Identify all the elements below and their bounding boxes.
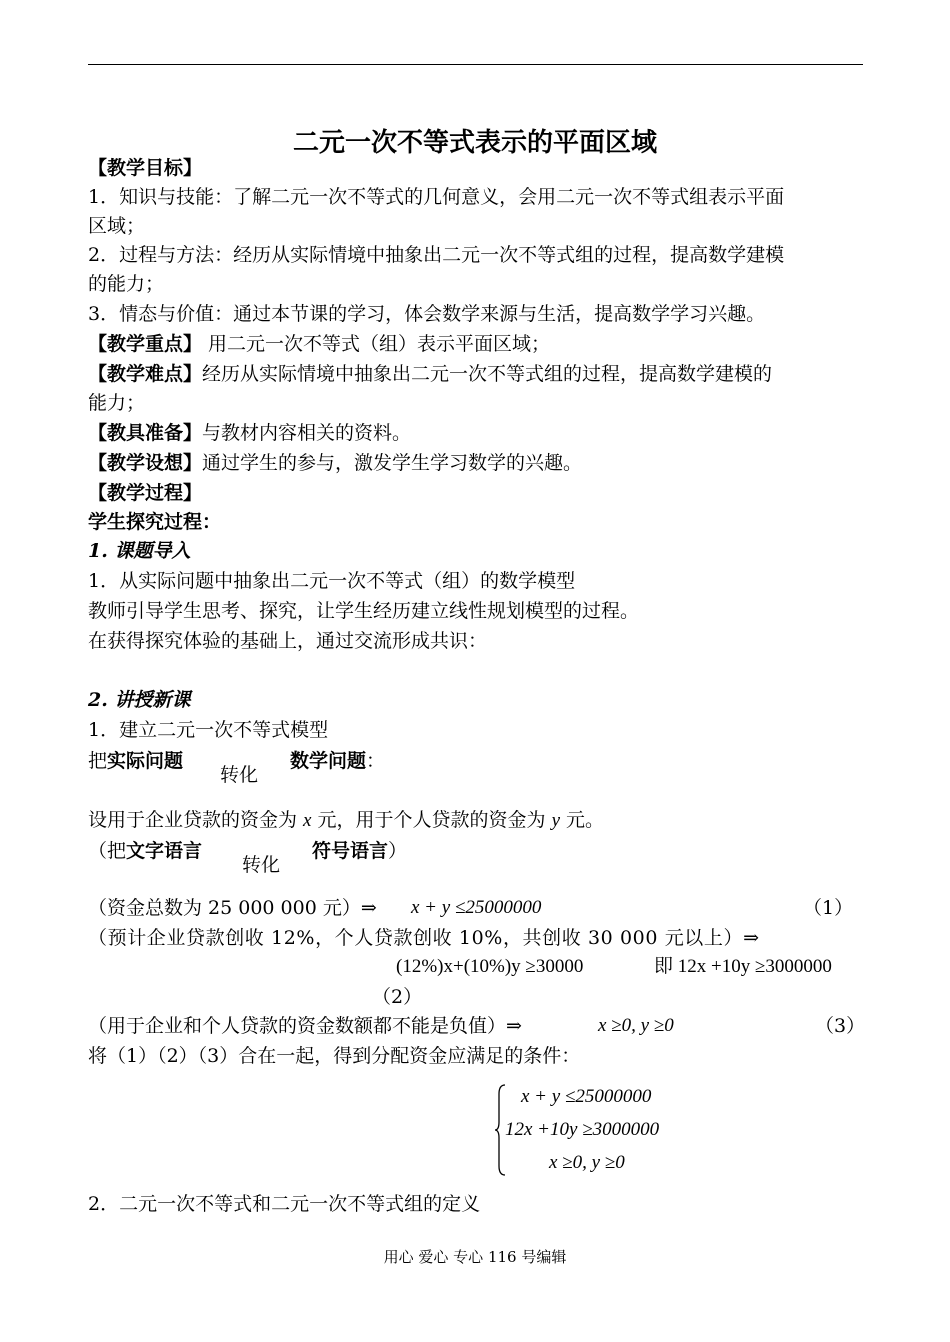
condition-1-number: （1） bbox=[803, 897, 854, 919]
condition-2-math-a: (12%)x+(10%)y ≥30000 bbox=[396, 956, 584, 977]
difficulty-line bbox=[88, 362, 772, 386]
convert-line-2: （把文字语言 bbox=[88, 840, 203, 862]
page-title: 二元一次不等式表示的平面区域 bbox=[292, 128, 657, 158]
system-line-2: 12x +10y ≥3000000 bbox=[505, 1119, 660, 1140]
idea-text: 通过学生的参与，激发学生学习数学的兴趣。 bbox=[202, 452, 583, 474]
new-lesson-heading: 2. 讲授新课 bbox=[88, 689, 191, 711]
assume-line: 设用于企业贷款的资金为 x 元，用于个人贷款的资金为 y 元。 bbox=[88, 809, 605, 831]
difficulty-line-b: 能力； bbox=[88, 392, 146, 414]
math-problem-text: 数学问题： bbox=[290, 750, 386, 772]
condition-3-text: （用于企业和个人贷款的资金数额都不能是负值）⇒ bbox=[88, 1015, 522, 1037]
idea-line bbox=[88, 451, 582, 475]
explore-heading: 学生探究过程： bbox=[88, 511, 222, 533]
goal-2-line-a: 2．过程与方法：经历从实际情境中抽象出二元一次不等式组的过程，提高数学建模 bbox=[88, 244, 785, 266]
system-line-1: x + y ≤25000000 bbox=[521, 1086, 652, 1107]
new-lesson-line-1: 1．建立二元一次不等式模型 bbox=[88, 719, 329, 741]
combine-line: 将（1）（2）（3）合在一起，得到分配资金应满足的条件： bbox=[88, 1045, 581, 1067]
goal-1-line-a: 1．知识与技能：了解二元一次不等式的几何意义，会用二元一次不等式组表示平面 bbox=[88, 186, 785, 208]
difficulty-heading: 【教学难点】 bbox=[88, 363, 203, 385]
focus-line bbox=[88, 332, 550, 356]
intro-heading: 1. 课题导入 bbox=[88, 540, 191, 562]
var-x: x bbox=[303, 810, 312, 831]
process-heading: 【教学过程】 bbox=[88, 482, 203, 504]
focus-text: 用二元一次不等式（组）表示平面区域； bbox=[202, 333, 551, 355]
intro-line-1: 1．从实际问题中抽象出二元一次不等式（组）的数学模型 bbox=[88, 570, 576, 592]
condition-1-text: （资金总数为 25 000 000 元）⇒ bbox=[88, 897, 377, 919]
convert-arrow-label-1: 转化 bbox=[220, 764, 259, 786]
page-footer: 用心 爱心 专心 116 号编辑 bbox=[383, 1248, 567, 1266]
difficulty-text: 经历从实际情境中抽象出二元一次不等式组的过程，提高数学建模的 bbox=[202, 363, 773, 385]
system-line-3: x ≥0, y ≥0 bbox=[549, 1152, 625, 1173]
condition-2-number: （2） bbox=[372, 986, 423, 1008]
symbol-language-wrap: 符号语言） bbox=[312, 840, 408, 862]
intro-line-2: 教师引导学生思考、探究，让学生经历建立线性规划模型的过程。 bbox=[88, 600, 640, 622]
idea-heading: 【教学设想】 bbox=[88, 452, 203, 474]
convert-line-1 bbox=[88, 749, 183, 773]
condition-2-math-b: 即 12x +10y ≥3000000 bbox=[654, 956, 832, 977]
symbol-language: 符号语言 bbox=[312, 840, 389, 862]
goal-1-line-b: 区域； bbox=[88, 215, 146, 237]
definition-heading: 2．二元一次不等式和二元一次不等式组的定义 bbox=[88, 1193, 481, 1215]
real-problem-text: 实际问题 bbox=[107, 750, 184, 772]
ba-text: 把 bbox=[88, 750, 108, 772]
condition-2-text: （预计企业贷款创收 12%，个人贷款创收 10%，共创收 30 000 元以上）⇒ bbox=[88, 927, 760, 949]
var-y: y bbox=[551, 810, 561, 831]
goal-2-line-b: 的能力； bbox=[88, 273, 165, 295]
focus-heading: 【教学重点】 bbox=[88, 333, 203, 355]
header-rule bbox=[88, 64, 863, 65]
tools-text: 与教材内容相关的资料。 bbox=[202, 422, 412, 444]
convert-arrow-label-2: 转化 bbox=[242, 854, 281, 876]
condition-3-number: （3） bbox=[815, 1015, 866, 1037]
condition-3-math: x ≥0, y ≥0 bbox=[598, 1015, 674, 1036]
goal-3: 3．情态与价值：通过本节课的学习，体会数学来源与生活，提高数学学习兴趣。 bbox=[88, 303, 766, 325]
tools-heading: 【教具准备】 bbox=[88, 422, 203, 444]
condition-1-math: x + y ≤25000000 bbox=[411, 897, 542, 918]
intro-line-3: 在获得探究体验的基础上，通过交流形成共识： bbox=[88, 630, 488, 652]
tools-line bbox=[88, 421, 411, 445]
goal-heading: 【教学目标】 bbox=[88, 157, 203, 179]
text-language: 文字语言 bbox=[126, 840, 203, 862]
